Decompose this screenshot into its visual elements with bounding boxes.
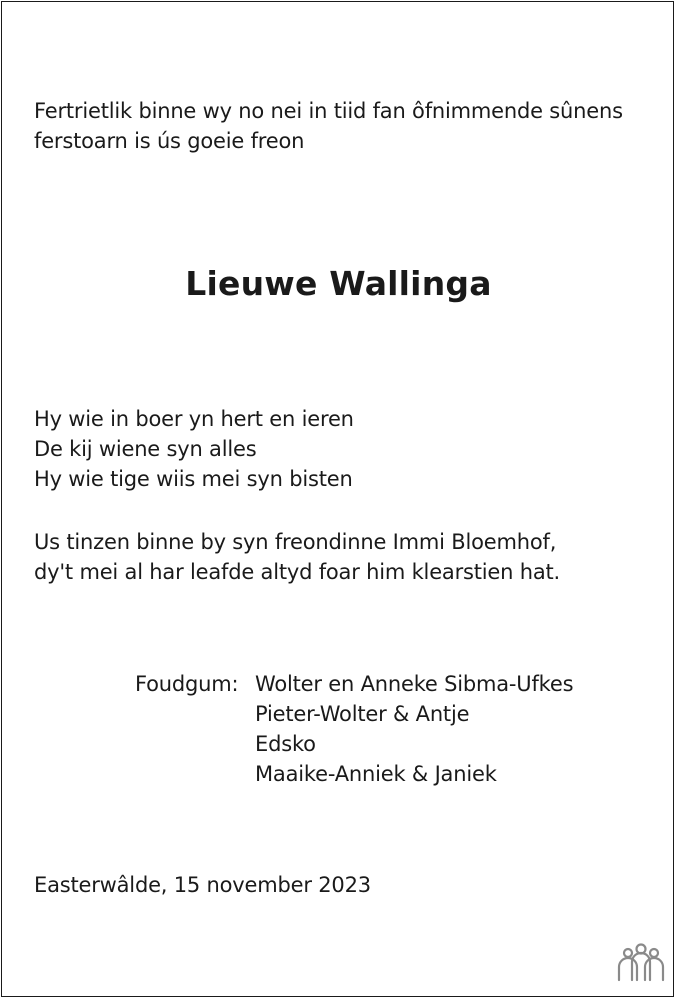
signatory-name: Pieter-Wolter & Antje [255, 702, 470, 726]
thanks-line: Us tinzen binne by syn freondinne Immi Bloemhof, [34, 530, 557, 554]
poem-line: De kij wiene syn alles [34, 437, 257, 461]
signatory-place: Foudgum: [135, 672, 239, 696]
poem-line: Hy wie tige wiis mei syn bisten [34, 467, 353, 491]
signatory-name: Wolter en Anneke Sibma-Ufkes [255, 672, 574, 696]
signatory-name: Edsko [255, 732, 316, 756]
place-date: Easterwâlde, 15 november 2023 [34, 873, 371, 897]
poem [34, 404, 354, 494]
signatory-name: Maaike-Anniek & Janiek [255, 762, 497, 786]
intro-line: ferstoarn is ús goeie freon [34, 129, 305, 153]
deceased-name: Lieuwe Wallinga [185, 264, 492, 303]
thanks-text [34, 527, 560, 587]
poem-line: Hy wie in boer yn hert en ieren [34, 407, 354, 431]
family-people-icon [616, 943, 666, 985]
intro-line: Fertrietlik binne wy no nei in tiid fan ôfnimmende sûnens [34, 99, 623, 123]
signatory-names [255, 669, 573, 789]
intro-text [34, 96, 623, 156]
thanks-line: dy't mei al har leafde altyd foar him klearstien hat. [34, 560, 561, 584]
